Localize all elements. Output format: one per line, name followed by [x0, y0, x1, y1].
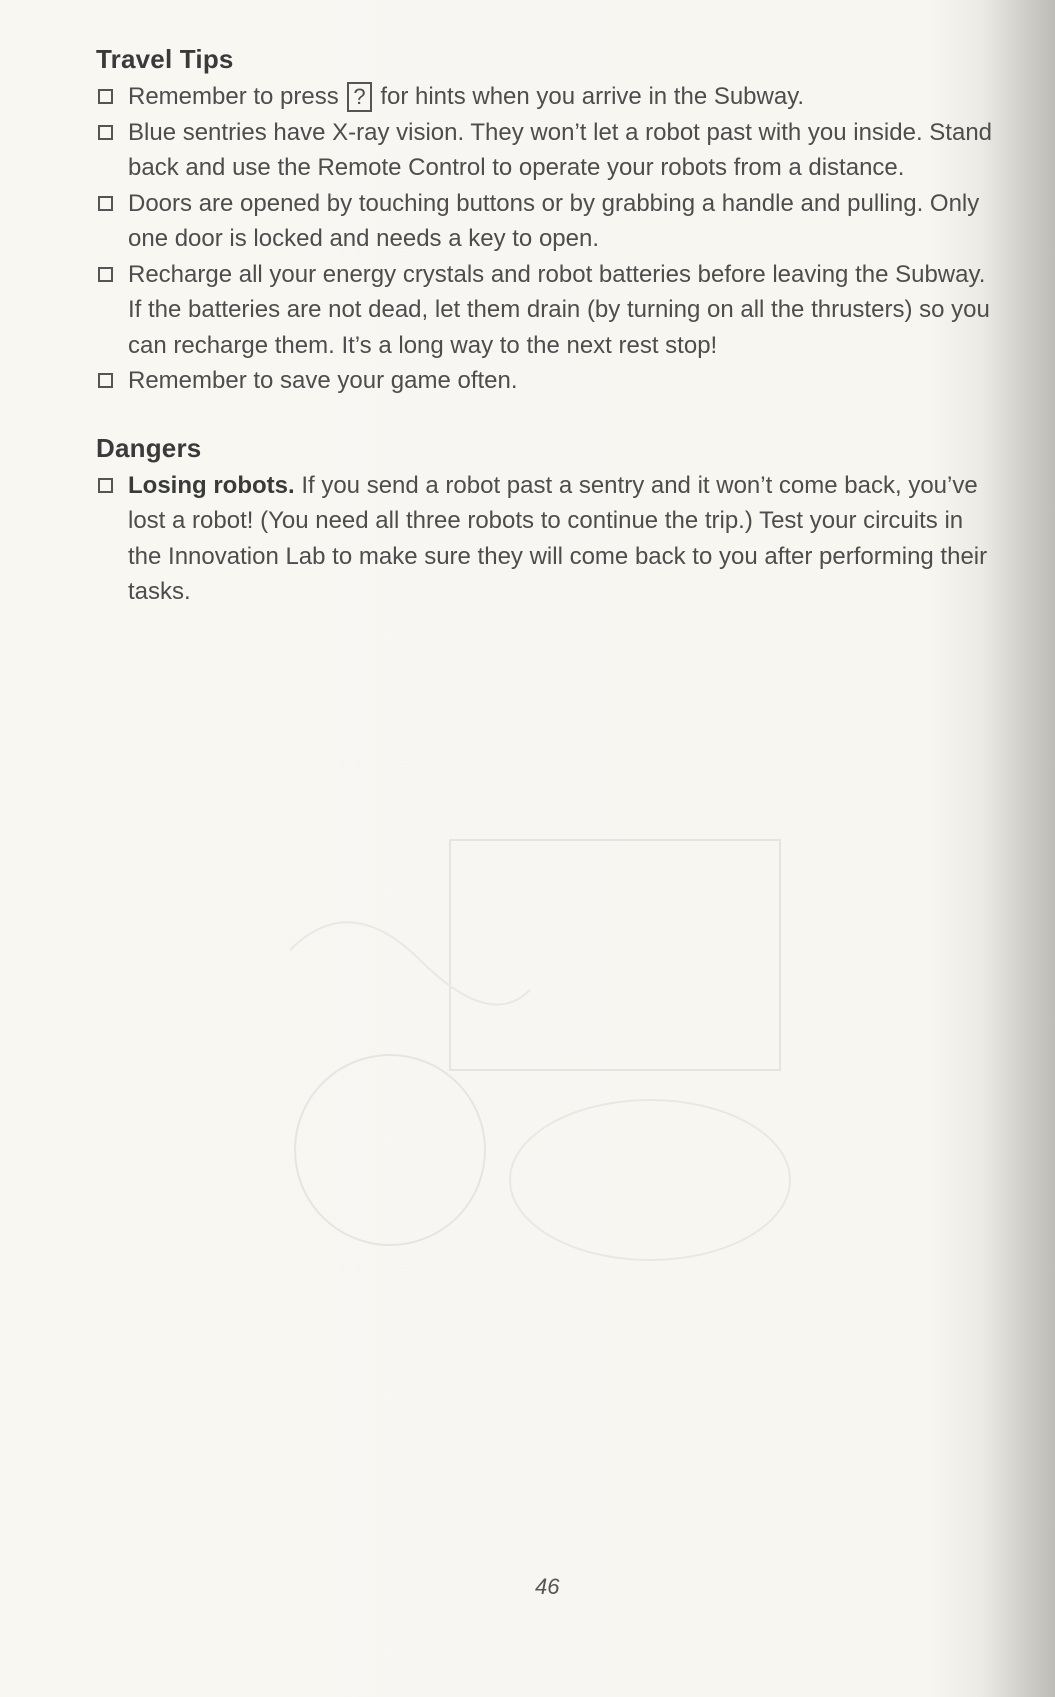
page-content — [96, 44, 996, 610]
list-item: Remember to press ? for hints when you arrive in the Subway. — [96, 79, 996, 115]
checkbox-icon — [98, 89, 113, 104]
checkbox-icon — [98, 196, 113, 211]
list-item: Remember to save your game often. — [96, 363, 996, 399]
dangers-section — [96, 433, 996, 610]
list-item: Recharge all your energy crystals and robot batteries before leaving the Subway. If the batteries are not dead, let them drain (by turning on all the thrusters) so you can recharge them. It’s a long way to the next rest stop! — [96, 257, 996, 364]
list-item: Blue sentries have X-ray vision. They won’t let a robot past with you inside. Stand back and use the Remote Control to operate your robots from a distance. — [96, 115, 996, 186]
travel-tips-heading: Travel Tips — [96, 44, 234, 74]
help-key-icon: ? — [347, 82, 371, 112]
travel-tips-section — [96, 44, 996, 399]
danger-title: Losing robots. — [128, 471, 295, 499]
list-item: Losing robots. If you send a robot past a sentry and it won’t come back, you’ve lost a robot! (You need all three robots to continue the trip.) Test your circuits in the Innovation Lab to make sure they will come back to you after performing their tasks. — [96, 468, 996, 610]
dangers-list — [96, 468, 996, 610]
checkbox-icon — [98, 267, 113, 282]
bleed-through-illustration — [270, 830, 830, 1300]
page-number: 46 — [535, 1574, 560, 1599]
travel-tips-list — [96, 79, 996, 399]
checkbox-icon — [98, 478, 113, 493]
checkbox-icon — [98, 373, 113, 388]
list-item: Doors are opened by touching buttons or by grabbing a handle and pulling. Only one door is locked and needs a key to open. — [96, 186, 996, 257]
dangers-heading: Dangers — [96, 432, 202, 463]
checkbox-icon — [98, 125, 113, 140]
